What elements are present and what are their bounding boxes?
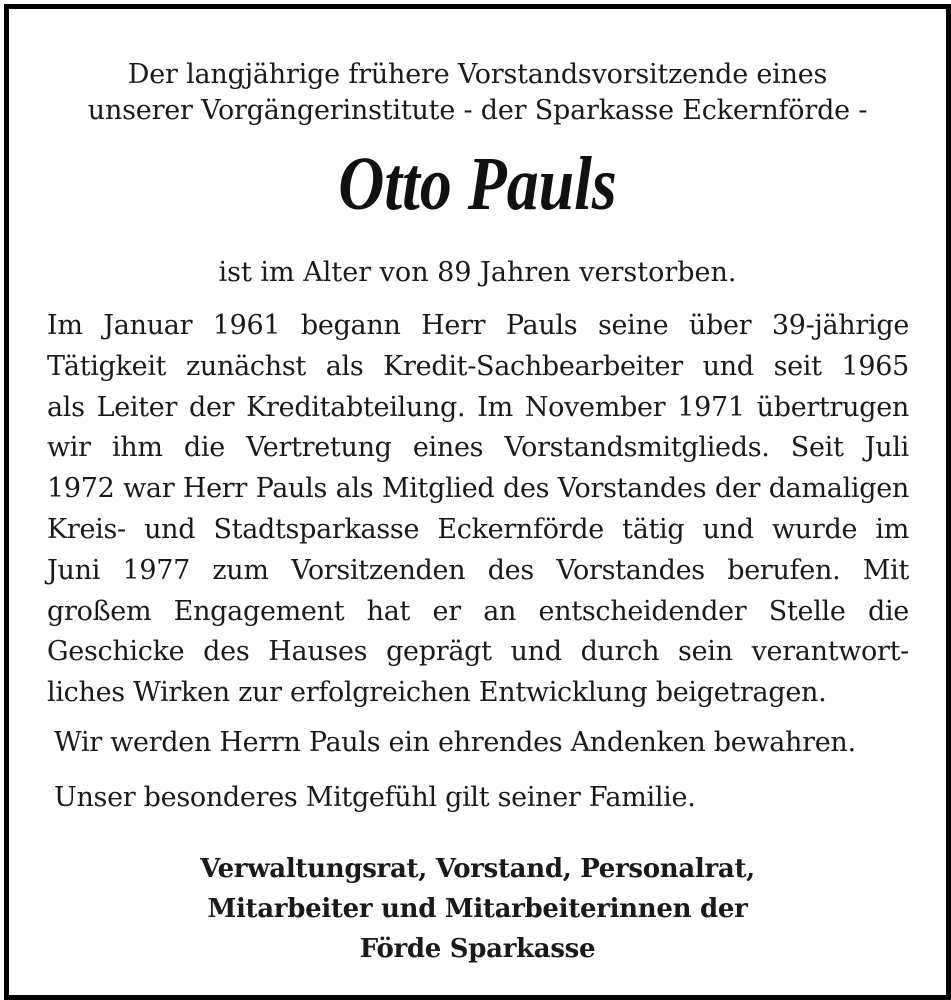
paragraph-line: 1972 war Herr Pauls als Mitglied des Vorstandes der damaligen	[47, 473, 909, 505]
paragraph-line: Tätigkeit zunächst als Kredit-Sachbearbeiter und seit 1965	[47, 350, 909, 382]
intro-text	[9, 57, 946, 129]
paragraph-line: liches Wirken zur erfolgreichen Entwicklung beigetragen.	[47, 677, 827, 709]
signature-line: Verwaltungsrat, Vorstand, Personalrat,	[200, 854, 755, 884]
paragraph-line: großem Engagement hat er an entscheidender Stelle die	[47, 595, 909, 627]
intro-line: unserer Vorgängerinstitute - der Sparkasse Eckernförde -	[87, 95, 868, 126]
paragraph-line: Kreis- und Stadtsparkasse Eckernförde tätig und wurde im	[47, 513, 909, 545]
paragraph-line: als Leiter der Kreditabteilung. Im November 1971 übertrugen	[47, 391, 909, 423]
intro-line: Der langjährige frühere Vorstandsvorsitzende eines	[127, 59, 828, 90]
signature-line: Förde Sparkasse	[359, 934, 596, 964]
career-paragraph	[47, 306, 909, 714]
paragraph-line: Geschicke des Hauses geprägt und durch sein verantwort-	[47, 636, 909, 668]
paragraph-line: Juni 1977 zum Vorsitzenden des Vorstandes berufen. Mit	[47, 554, 909, 586]
signature-line: Mitarbeiter und Mitarbeiterinnen der	[207, 894, 748, 924]
paragraph-line: wir ihm die Vertretung eines Vorstandsmitglieds. Seit Juli	[47, 432, 909, 464]
memory-line: Wir werden Herrn Pauls ein ehrendes Andenken bewahren.	[54, 727, 856, 758]
obituary-notice	[4, 4, 951, 1000]
paragraph-line: Im Januar 1961 begann Herr Pauls seine über 39-jährige	[47, 310, 909, 341]
age-line: ist im Alter von 89 Jahren verstorben.	[218, 257, 737, 288]
deceased-name: Otto Pauls	[338, 142, 617, 226]
sympathy-line: Unser besonderes Mitgefühl gilt seiner Familie.	[54, 782, 696, 813]
signature-block	[9, 849, 946, 969]
